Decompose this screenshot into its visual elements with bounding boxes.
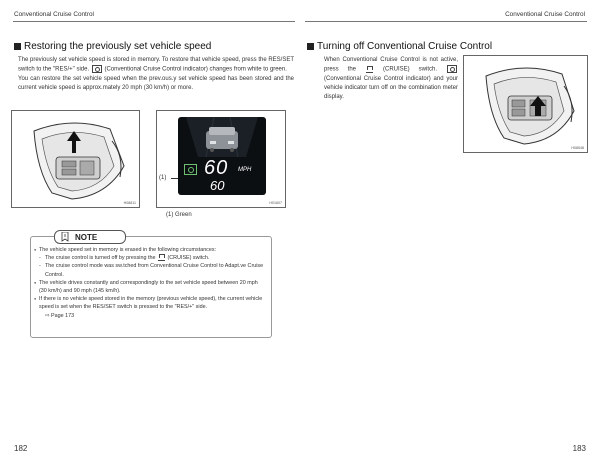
square-bullet-icon (307, 43, 314, 50)
section-title-restore: Restoring the previously set vehicle speed (14, 41, 211, 52)
page-number-right: 183 (572, 444, 586, 453)
speed-unit: MPH (238, 167, 252, 173)
running-header-right: Conventional Cruise Control (505, 11, 585, 18)
cruise-switch-figure (463, 55, 588, 153)
meter-display-screen (178, 117, 266, 195)
note-list (34, 246, 266, 320)
cruise-switch-icon (158, 254, 165, 261)
set-speed-value: 60 (204, 157, 229, 179)
restore-paragraph-1: The previously set vehicle speed is stored in memory. To restore that vehicle speed, press the RES/SET switch to the "RES/+" side. (Conventional Cruise Control indicator) changes from white to green. (18, 57, 294, 73)
restore-paragraphs (18, 56, 294, 93)
note-pencil-icon (61, 232, 69, 242)
running-header-left: Conventional Cruise Control (14, 11, 94, 18)
figure-code-3: H08548 (571, 146, 584, 150)
header-rule-left (13, 21, 295, 22)
note-subitem-2: - The cruise control mode was sw.tched from Conventional Cruise Control to Adapt.ve Cruise Control. (34, 262, 266, 278)
cruise-switch-icon (366, 66, 373, 73)
restore-paragraph-2: You can restore the set vehicle speed when the prev.ous.y set vehicle speed has been stored and the current vehicle speed is approx.mately 20 mph (30 km/h) or more. (18, 75, 294, 91)
cruise-indicator-icon (92, 65, 102, 73)
meter-display-figure (156, 110, 286, 208)
figure-code-2: H01607 (269, 201, 282, 205)
section-title-turn-off: Turning off Conventional Cruise Control (307, 41, 492, 52)
note-title: NOTE (75, 232, 98, 242)
note-subitem-1: - The cruise control is turned off by pressing the (CRUISE) switch. (34, 254, 266, 262)
note-item-2: ● The vehicle drives constantly and correspondingly to the set vehicle speed between 20 mph (30 km/h) and 90 mph (145 km/h). (34, 279, 266, 295)
note-page-reference: ⇨ Page 173 (45, 312, 75, 319)
steering-switch-figure (11, 110, 140, 208)
figure-caption: (1) Green (166, 212, 192, 218)
current-speed-value: 60 (210, 178, 225, 193)
figure-code-1: H08811 (123, 201, 136, 205)
steering-wheel-illustration (464, 56, 587, 152)
page-number-left: 182 (14, 444, 28, 453)
note-item-3: ● If there is no vehicle speed stored in the memory (previous vehicle speed), the current vehicle speed is set when the RES/SET switch is pressed to the "RES/+" side. (34, 295, 266, 311)
cruise-indicator-icon (447, 65, 457, 73)
callout-1-label: (1) (159, 175, 167, 181)
note-item-1: ● The vehicle speed set in memory is erased in the following circumstances: (34, 246, 266, 254)
header-rule-right (305, 21, 587, 22)
cruise-indicator-green-icon (184, 164, 197, 175)
square-bullet-icon (14, 43, 21, 50)
turn-off-paragraph: When Conventional Cruise Control is not active, press the (CRUISE) switch. (Conventional Cruise Control indicator) and your vehicle indicator turn off on the combination meter display. (324, 57, 458, 100)
note-tag (54, 230, 126, 244)
steering-wheel-illustration (12, 111, 139, 207)
